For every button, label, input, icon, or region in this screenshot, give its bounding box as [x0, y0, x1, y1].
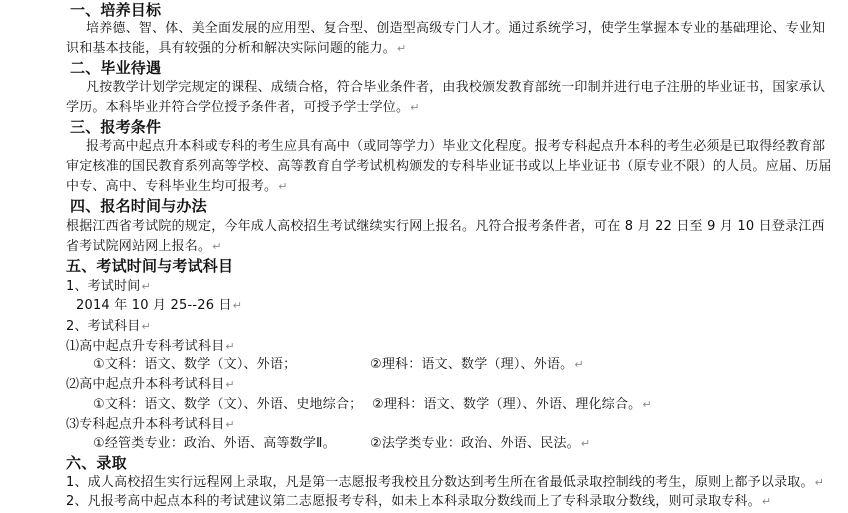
paragraph-line: 培养德、智、体、美全面发展的应用型、复合型、创造型高级专门人才。通过系统学习，使学生掌握本专业的基础理论、专业知: [86, 21, 826, 36]
paragraph-line: 报考高中起点升本科或专科的考生应具有高中（或同等学力）毕业文化程度。报考专科起点升本科的考生必须是已取得经教育部: [86, 139, 826, 154]
subject-group-arts: ①文科：语文、数学（文）、外语、史地综合；: [93, 397, 363, 412]
paragraph-mark-icon: ↵: [212, 240, 222, 253]
subject-group-title: ⑶专科起点升本科考试科目↵: [66, 417, 235, 432]
subject-group-science: ②理科：语文、数学（理）、外语。↵: [370, 357, 584, 372]
paragraph-mark-icon: ↵: [232, 299, 243, 312]
subject-group-arts: ①文科：语文、数学（文）、外语；: [93, 357, 297, 372]
paragraph-mark-icon: ↵: [225, 378, 235, 391]
paragraph-mark-icon: ↵: [761, 495, 772, 508]
heading-requirements: 三、报考条件: [70, 118, 162, 136]
exam-time-title: 1、考试时间↵: [66, 279, 151, 294]
paragraph-mark-icon: ↵: [141, 280, 151, 293]
paragraph-line: 识和基本技能，具有较强的分析和解决实际问题的能力。↵: [66, 41, 407, 56]
paragraph-line: 审定核准的国民教育系列高等学校、高等教育自学考试机构颁发的专科毕业证书或以上毕业证书（原专业不限）的人员。应届、历届: [66, 159, 832, 174]
exam-subjects-title: 2、考试科目↵: [66, 319, 151, 334]
heading-graduation: 二、毕业待遇: [70, 59, 162, 77]
subject-group-science: ②理科：语文、数学（理）、外语、理化综合。↵: [372, 397, 652, 412]
paragraph-mark-icon: ↵: [141, 320, 151, 333]
heading-exam-time-subjects: 五、考试时间与考试科目: [66, 257, 234, 275]
exam-time-value: 2014 年 10 月 25--26 日↵: [76, 298, 243, 313]
subject-group-title: ⑵高中起点升本科考试科目↵: [66, 377, 235, 392]
paragraph-mark-icon: ↵: [225, 340, 235, 353]
paragraph-mark-icon: ↵: [278, 180, 288, 193]
paragraph-mark-icon: ↵: [225, 418, 235, 431]
subject-group-title: ⑴高中起点升专科考试科目↵: [66, 339, 235, 354]
heading-admission: 六、录取: [66, 454, 127, 472]
heading-registration: 四、报名时间与办法: [70, 197, 207, 215]
paragraph-line: 学历。本科毕业并符合学位授予条件者，可授予学士学位。↵: [66, 100, 420, 115]
paragraph-line: 中专、高中、专科毕业生均可报考。↵: [66, 179, 288, 194]
paragraph-mark-icon: ↵: [814, 476, 825, 489]
paragraph-mark-icon: ↵: [397, 42, 407, 55]
paragraph-mark-icon: ↵: [580, 437, 591, 450]
paragraph-mark-icon: ↵: [642, 398, 652, 411]
paragraph-mark-icon: ↵: [410, 101, 420, 114]
subject-group-law: ②法学类专业：政治、外语、民法。↵: [370, 436, 591, 451]
paragraph-line: 省考试院网站网上报名。↵: [66, 239, 222, 254]
heading-training-goal: 一、培养目标: [70, 1, 162, 19]
subject-group-economics: ①经管类专业：政治、外语、高等数学Ⅱ。: [93, 436, 336, 451]
paragraph-line: 凡按教学计划学完规定的课程、成绩合格，符合毕业条件者，由我校颁发教育部统一印制并进行电子注册的毕业证书，国家承认: [86, 80, 826, 95]
paragraph-mark-icon: ↵: [574, 358, 584, 371]
paragraph-line: 1、成人高校招生实行远程网上录取，凡是第一志愿报考我校且分数达到考生所在省最低录取控制线的考生，原则上都予以录取。↵: [66, 475, 825, 490]
paragraph-line: 根据江西省考试院的规定，今年成人高校招生考试继续实行网上报名。凡符合报考条件者，可在 8 月 22 日至 9 月 10 日登录江西: [66, 219, 825, 234]
paragraph-line: 2、凡报考高中起点本科的考试建议第二志愿报考专科，如未上本科录取分数线而上了专科录取分数线，则可录取专科。↵: [66, 494, 772, 509]
